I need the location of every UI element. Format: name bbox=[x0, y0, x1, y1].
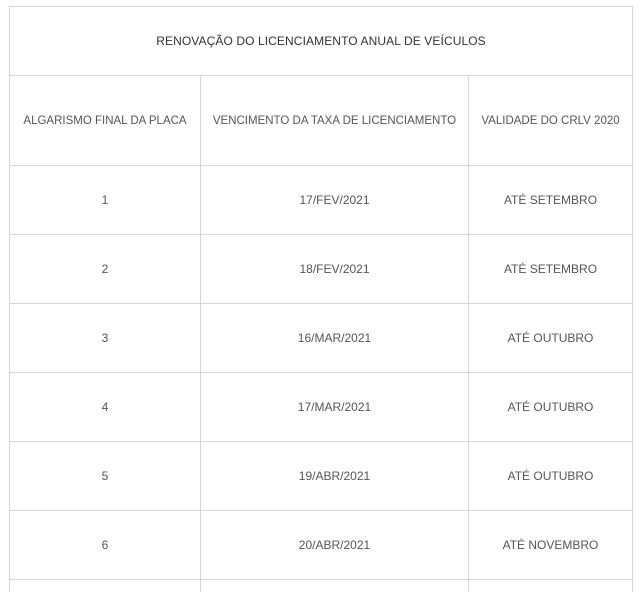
licensing-table bbox=[9, 6, 633, 592]
header-row bbox=[10, 76, 633, 166]
table-row bbox=[10, 511, 633, 580]
table-row bbox=[10, 373, 633, 442]
validity-cell: ATÉ OUTUBRO bbox=[469, 442, 633, 511]
column-header-crlv-validity: VALIDADE DO CRLV 2020 bbox=[469, 76, 633, 166]
plate-digit-cell: 1 bbox=[10, 166, 201, 235]
title-row bbox=[10, 7, 633, 76]
plate-digit-cell: 3 bbox=[10, 304, 201, 373]
table-row bbox=[10, 442, 633, 511]
validity-cell: ATÉ NOVEMBRO bbox=[469, 511, 633, 580]
plate-digit-cell: 6 bbox=[10, 511, 201, 580]
table-row bbox=[10, 304, 633, 373]
plate-digit-cell: 5 bbox=[10, 442, 201, 511]
column-header-due-date: VENCIMENTO DA TAXA DE LICENCIAMENTO bbox=[201, 76, 469, 166]
validity-cell: ATÉ SETEMBRO bbox=[469, 166, 633, 235]
validity-cell: ATÉ OUTUBRO bbox=[469, 304, 633, 373]
table-row bbox=[10, 235, 633, 304]
plate-digit-cell: 2 bbox=[10, 235, 201, 304]
table-title: RENOVAÇÃO DO LICENCIAMENTO ANUAL DE VEÍCULOS bbox=[10, 7, 633, 76]
due-date-cell: 19/ABR/2021 bbox=[201, 442, 469, 511]
due-date-cell: 17/FEV/2021 bbox=[201, 166, 469, 235]
table-row bbox=[10, 166, 633, 235]
due-date-cell: 17/MAR/2021 bbox=[201, 373, 469, 442]
plate-digit-cell: 4 bbox=[10, 373, 201, 442]
validity-cell: ATÉ SETEMBRO bbox=[469, 235, 633, 304]
due-date-cell: 18/FEV/2021 bbox=[201, 235, 469, 304]
validity-cell: ATÉ OUTUBRO bbox=[469, 373, 633, 442]
due-date-cell: 20/ABR/2021 bbox=[201, 511, 469, 580]
column-header-plate-digit: ALGARISMO FINAL DA PLACA bbox=[10, 76, 201, 166]
due-date-cell: 16/MAR/2021 bbox=[201, 304, 469, 373]
